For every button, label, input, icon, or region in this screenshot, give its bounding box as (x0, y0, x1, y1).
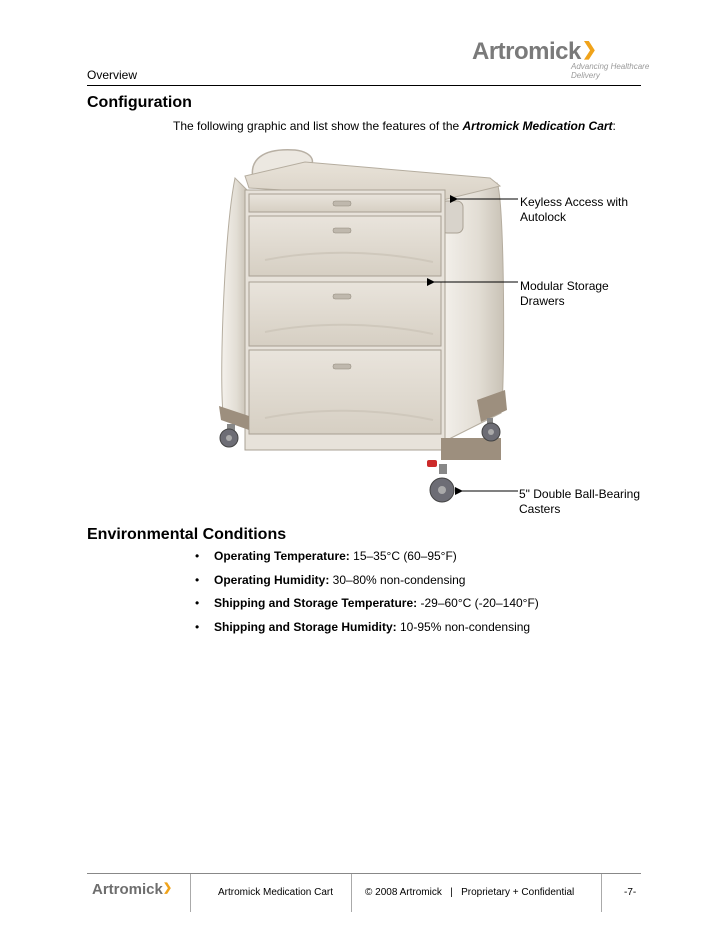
intro-product-name: Artromick Medication Cart (462, 119, 613, 133)
drawer-4-handle (333, 364, 351, 369)
cart-left-panel (222, 178, 247, 423)
item-label: Operating Humidity: (214, 572, 330, 587)
environmental-heading: Environmental Conditions (87, 526, 287, 543)
intro-prefix: The following graphic and list show the features of the (173, 119, 463, 133)
callout-casters: 5" Double Ball-Bearing Casters (519, 487, 640, 516)
drawer-3-handle (333, 294, 351, 299)
logo-swoosh-icon: ❯ (162, 882, 173, 894)
footer-logo-text: Artromick (92, 881, 163, 898)
list-item (195, 549, 539, 573)
section-label: Overview (87, 68, 138, 82)
environmental-list (195, 549, 539, 643)
list-item (195, 596, 539, 620)
footer-product: Artromick Medication Cart (218, 887, 334, 898)
header-divider (87, 85, 641, 86)
list-item (195, 620, 539, 644)
item-value: 15–35°C (60–95°F) (349, 549, 457, 563)
drawer-4 (249, 350, 441, 434)
brake-pedal-icon (427, 460, 437, 467)
footer-cell-divider (351, 874, 352, 912)
footer-divider (87, 873, 641, 874)
list-item (195, 573, 539, 597)
item-value: 10-95% non-condensing (396, 619, 531, 634)
callout-storage-drawers: Modular Storage Drawers (520, 279, 609, 308)
item-label: Shipping and Storage Humidity: (214, 619, 397, 634)
bullet-icon: • (195, 619, 200, 634)
header-logo-tagline: Advancing Healthcare Delivery (571, 62, 650, 80)
footer-copyright: © 2008 Artromick | Proprietary + Confidential (365, 887, 575, 898)
item-label: Shipping and Storage Temperature: (214, 596, 418, 610)
footer-cell-divider (601, 874, 602, 912)
configuration-heading: Configuration (87, 94, 192, 111)
footer-cell-divider (190, 874, 191, 912)
callout-keyless-access: Keyless Access with Autolock (520, 195, 629, 224)
configuration-intro (173, 119, 616, 133)
drawer-2 (249, 216, 441, 276)
page-footer (87, 873, 641, 913)
drawer-2-handle (333, 228, 351, 233)
bullet-icon: • (195, 572, 200, 587)
intro-suffix: : (612, 119, 616, 133)
footer-page-number: -7- (624, 887, 637, 898)
bullet-icon: • (195, 596, 200, 610)
drawer-1-handle (333, 201, 351, 206)
caster-front-left (220, 424, 238, 447)
item-label: Operating Temperature: (214, 549, 350, 563)
header-logo-text: Artromick (472, 38, 581, 65)
item-value: 30–80% non-condensing (329, 572, 466, 587)
item-value: -29–60°C (-20–140°F) (417, 596, 539, 610)
footer-logo (92, 881, 172, 898)
drawer-3 (249, 282, 441, 346)
logo-swoosh-icon: ❯ (581, 39, 597, 59)
bullet-icon: • (195, 549, 200, 563)
caster-front-right (430, 464, 454, 502)
medication-cart-illustration (205, 138, 520, 512)
